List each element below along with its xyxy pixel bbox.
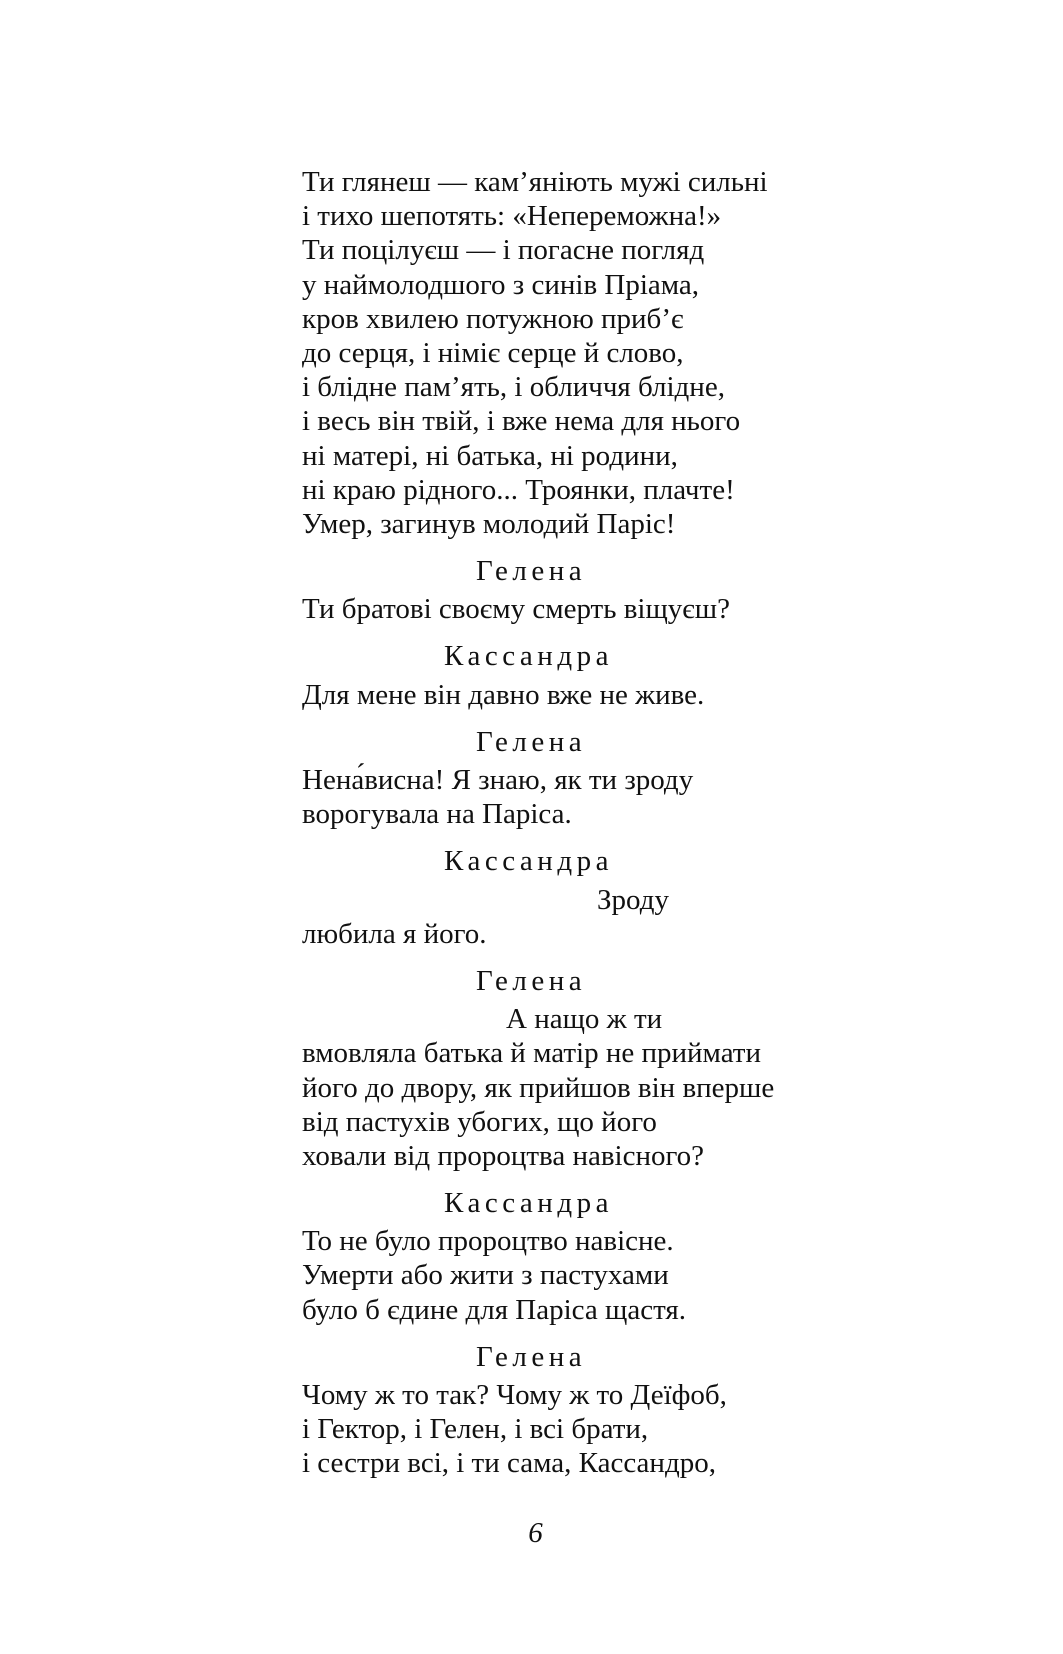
verse-line: у наймолодшого з синів Пріама,	[302, 268, 700, 301]
verse-line: Чому ж то так? Чому ж то Деїфоб,	[302, 1379, 727, 1411]
speaker-name-gelena: Гелена	[476, 1340, 587, 1373]
verse-line: і Гектор, і Гелен, і всі брати,	[302, 1413, 649, 1446]
verse-line: Умерти або жити з пастухами	[302, 1259, 669, 1292]
verse-line: ворогувала на Паріса.	[302, 798, 572, 831]
verse-line-split: Зроду	[597, 883, 669, 916]
verse-line: і блідне пам’ять, і обличчя блідне,	[302, 371, 725, 404]
verse-line: і тихо шепотять: «Непереможна!»	[302, 200, 722, 233]
verse-line: Нена́висна! Я знаю, як ти зроду	[302, 764, 694, 796]
speaker-name-kassandra: Кассандра	[444, 845, 613, 878]
drama-text	[302, 165, 862, 1481]
speaker-name-kassandra: Кассандра	[444, 1187, 613, 1220]
verse-line: і сестри всі, і ти сама, Кассандро,	[302, 1447, 716, 1480]
verse-line: кров хвилею потужною приб’є	[302, 302, 684, 335]
verse-line: було б єдине для Паріса щастя.	[302, 1293, 686, 1326]
verse-line: Для мене він давно вже не живе.	[302, 678, 705, 711]
verse-line: вмовляла батька й матір не приймати	[302, 1037, 762, 1070]
verse-line: від пастухів убогих, що його	[302, 1105, 657, 1138]
verse-line: Ти глянеш — кам’яніють мужі сильні	[302, 166, 768, 198]
verse-line: ні матері, ні батька, ні родини,	[302, 439, 678, 472]
page-number: 6	[528, 1517, 543, 1549]
verse-line: Умер, загинув молодий Паріс!	[302, 507, 676, 540]
verse-line: Ти братові своєму смерть віщуєш?	[302, 593, 730, 626]
speaker-name-gelena: Гелена	[476, 725, 587, 758]
speaker-name-kassandra: Кассандра	[444, 640, 613, 673]
speaker-name-gelena: Гелена	[476, 555, 587, 588]
speaker-name-gelena: Гелена	[476, 964, 587, 997]
verse-line-split: А нащо ж ти	[506, 1003, 663, 1036]
verse-line: і весь він твій, і вже нема для нього	[302, 405, 741, 438]
verse-line: його до двору, як прийшов він вперше	[302, 1071, 775, 1104]
verse-line: любила я його.	[302, 917, 487, 950]
verse-line: ні краю рідного... Троянки, плачте!	[302, 473, 735, 506]
verse-line: То не було пророцтво навісне.	[302, 1225, 674, 1258]
verse-line: ховали від пророцтва навісного?	[302, 1139, 705, 1172]
verse-line: Ти поцілуєш — і погасне погляд	[302, 234, 705, 267]
verse-line: до серця, і німіє серце й слово,	[302, 336, 684, 369]
